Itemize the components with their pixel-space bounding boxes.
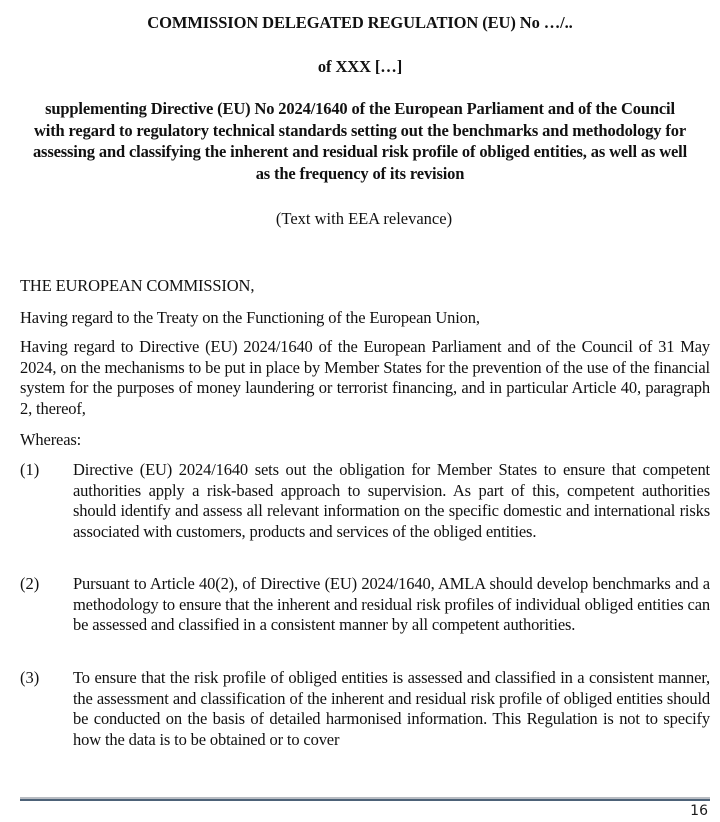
preamble-commission: THE EUROPEAN COMMISSION, bbox=[20, 276, 255, 295]
preamble-treaty: Having regard to the Treaty on the Functioning of the European Union, bbox=[20, 308, 480, 327]
regulation-date-line: of XXX […] bbox=[317, 57, 403, 76]
footer-divider bbox=[20, 797, 710, 802]
recital-text: Directive (EU) 2024/1640 sets out the obligation for Member States to ensure that competent authorities apply a risk-based approach to supervision. As part of this, competent authorities should identify and assess all relevant information on the specific domestic and international risks associated with customers, products and services of the obliged entities. bbox=[73, 460, 710, 541]
recital-number: (2) bbox=[20, 574, 40, 593]
eea-relevance-note: (Text with EEA relevance) bbox=[275, 209, 453, 228]
preamble-directive: Having regard to Directive (EU) 2024/1640 of the European Parliament and of the Council of 31 May 2024, on the mechanisms to be put in place by Member States for the prevention of the use of the financial system for the purposes of money laundering or terrorist financing, and in particular Article 40, paragraph 2, thereof, bbox=[20, 337, 710, 418]
regulation-title: COMMISSION DELEGATED REGULATION (EU) No …/.. bbox=[147, 13, 573, 32]
preamble-whereas: Whereas: bbox=[20, 430, 82, 449]
page-number: 16 bbox=[690, 803, 708, 819]
recital-number: (3) bbox=[20, 668, 40, 687]
recital-text: Pursuant to Article 40(2), of Directive (EU) 2024/1640, AMLA should develop benchmarks and a methodology to ensure that the inherent and residual risk profiles of individual obliged entities can be assessed and classified in a consistent manner by all competent authorities. bbox=[73, 574, 710, 635]
recital-text: To ensure that the risk profile of obliged entities is assessed and classified in a consistent manner, the assessment and classification of the inherent and residual risk profile of obliged entities should be conducted on the basis of detailed harmonised information. This Regulation is not to specify how the data is to be obtained or to cover bbox=[73, 668, 710, 749]
footer-divider-dark-line bbox=[20, 799, 710, 801]
regulation-subtitle: supplementing Directive (EU) No 2024/1640 of the European Parliament and of the Council with regard to regulatory technical standards setting out the benchmarks and methodology for assessing and classifying the inherent and residual risk profile of obliged entities, as well as well as the frequency of its revision bbox=[32, 99, 688, 183]
recital-number: (1) bbox=[20, 460, 40, 479]
